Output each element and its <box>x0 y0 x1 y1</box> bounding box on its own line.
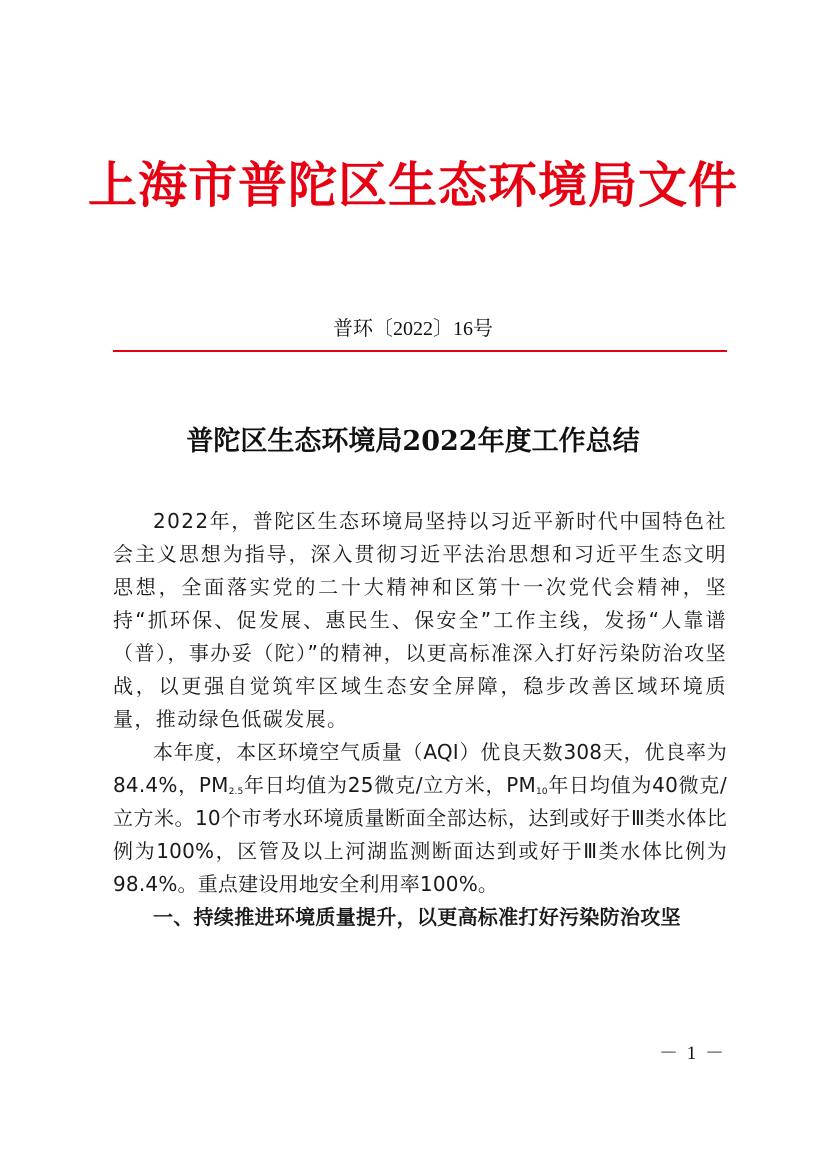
document-body <box>113 505 727 934</box>
intro-paragraph: 2022年，普陀区生态环境局坚持以习近平新时代中国特色社会主义思想为指导，深入贯彻习近平法治思想和习近平生态文明思想，全面落实党的二十大精神和区第十一次党代会精神，坚持“抓环保、促发展、惠民生、保安全”工作主线，发扬“人靠谱（普），事办妥（陀）”的精神，以更高标准深入打好污染防治攻坚战，以更强自觉筑牢区域生态安全屏障，稳步改善区域环境质量，推动绿色低碳发展。 <box>113 509 727 731</box>
page-number: － 1 － <box>658 1043 726 1064</box>
section-heading: 一、持续推进环境质量提升，以更高标准打好污染防治攻坚 <box>153 905 681 929</box>
stats-paragraph <box>113 736 727 901</box>
document-number: 普环〔2022〕16号 <box>333 318 493 340</box>
pm10-subscript: 10 <box>535 787 548 797</box>
masthead-title: 上海市普陀区生态环境局文件 <box>87 156 738 214</box>
stats-text-2: 年日均值为25微克/立方米，PM <box>243 773 536 797</box>
pm25-subscript: 2.5 <box>228 787 244 797</box>
stats-text-3: 年日均值为40微克/立方米。10个市考水环境质量断面全部达标，达到或好于Ⅲ类水体比例为100%，区管及以上河湖监测断面达到或好于Ⅲ类水体比例为98.4%。重点建设用地安全利用率100%。 <box>113 773 727 896</box>
stats-text-1: 本年度，本区环境空气质量（AQI）优良天数308天，优良率为84.4%，PM <box>113 740 727 797</box>
red-divider-line <box>113 350 727 352</box>
document-title: 普陀区生态环境局2022年度工作总结 <box>186 426 640 457</box>
